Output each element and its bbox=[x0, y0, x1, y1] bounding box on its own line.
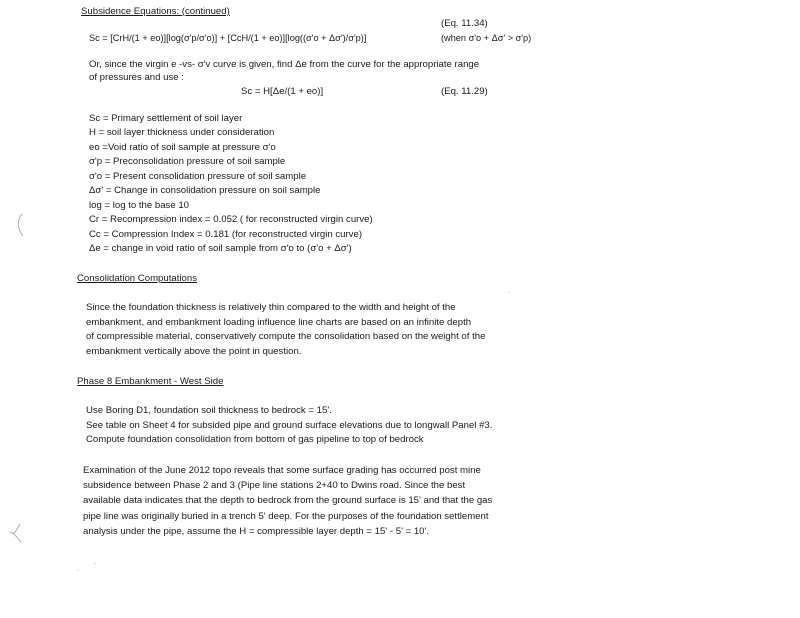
consolidation-heading: Consolidation Computations bbox=[77, 273, 197, 284]
consolidation-line-4: embankment vertically above the point in question. bbox=[86, 346, 302, 357]
scan-dot-lower: · bbox=[94, 561, 96, 568]
eq-1134-formula: Sc = [CrH/(1 + eo)][log(σ'p/σ'o)] + [CcH/(1 + eo)][log((σ'o + Δσ')/σ'p)] bbox=[89, 33, 367, 43]
definition-delta-sigma: Δσ' = Change in consolidation pressure on soil sample bbox=[89, 185, 321, 196]
boring-line-1: Use Boring D1, foundation soil thickness to bedrock = 15'. bbox=[86, 405, 332, 416]
exam-line-5: analysis under the pipe, assume the H = compressible layer depth = 15' - 5' = 10'. bbox=[83, 526, 430, 537]
consolidation-line-1: Since the foundation thickness is relatively thin compared to the width and height of the bbox=[86, 302, 456, 313]
definition-cr: Cr = Recompression index = 0.052 ( for reconstructed virgin curve) bbox=[89, 214, 373, 225]
eq-1129-label: (Eq. 11.29) bbox=[441, 86, 488, 97]
definition-eo: eo =Void ratio of soil sample at pressure σ'o bbox=[89, 142, 276, 153]
boring-line-2: See table on Sheet 4 for subsided pipe and ground surface elevations due to longwall Panel #3. bbox=[86, 420, 493, 431]
boring-line-3: Compute foundation consolidation from bottom of gas pipeline to top of bedrock bbox=[86, 434, 424, 445]
exam-line-3: available data indicates that the depth to bedrock from the ground surface is 15' and that the gas bbox=[83, 495, 493, 506]
eq-1134-condition: (when σ'o + Δσ' > σ'p) bbox=[441, 33, 532, 43]
definition-delta-e: Δe = change in void ratio of soil sample from σ'o to (σ'o + Δσ') bbox=[89, 243, 352, 254]
eq-1129-formula: Sc = H[Δe/(1 + eo)] bbox=[241, 86, 324, 97]
exam-line-1: Examination of the June 2012 topo reveals that some surface grading has occurred post mine bbox=[83, 465, 481, 476]
exam-line-2: subsidence between Phase 2 and 3 (Pipe line stations 2+40 to Dwins road. Since the best bbox=[83, 480, 466, 491]
scan-mark-left-upper bbox=[12, 212, 26, 238]
definition-sc: Sc = Primary settlement of soil layer bbox=[89, 113, 243, 124]
phase8-heading: Phase 8 Embankment - West Side bbox=[77, 376, 224, 387]
scan-mark-left-lower bbox=[8, 522, 26, 544]
definition-h: H = soil layer thickness under consideration bbox=[89, 127, 275, 138]
eq-1134-label: (Eq. 11.34) bbox=[441, 18, 488, 29]
page-title: Subsidence Equations: (continued) bbox=[81, 6, 230, 17]
scan-dot-upper: · bbox=[508, 290, 510, 297]
definition-cc: Cc = Compression Index = 0.181 (for reconstructed virgin curve) bbox=[89, 229, 363, 240]
consolidation-line-2: embankment, and embankment loading influence line charts are based on an infinite depth bbox=[86, 317, 472, 328]
definition-log: log = log to the base 10 bbox=[89, 200, 190, 211]
definition-sigma-o: σ'o = Present consolidation pressure of soil sample bbox=[89, 171, 307, 182]
virgin-note-line-2: of pressures and use : bbox=[89, 72, 184, 83]
virgin-note-line-1: Or, since the virgin e -vs- σ'v curve is given, find Δe from the curve for the appropriate range bbox=[89, 59, 480, 70]
consolidation-line-3: of compressible material, conservatively compute the consolidation based on the weight of the bbox=[86, 331, 486, 342]
definition-sigma-p: σ'p = Preconsolidation pressure of soil sample bbox=[89, 156, 286, 167]
scan-dot-bottom: · bbox=[77, 568, 79, 575]
exam-line-4: pipe line was originally buried in a trench 5' deep. For the purposes of the foundation settlement bbox=[83, 511, 489, 522]
